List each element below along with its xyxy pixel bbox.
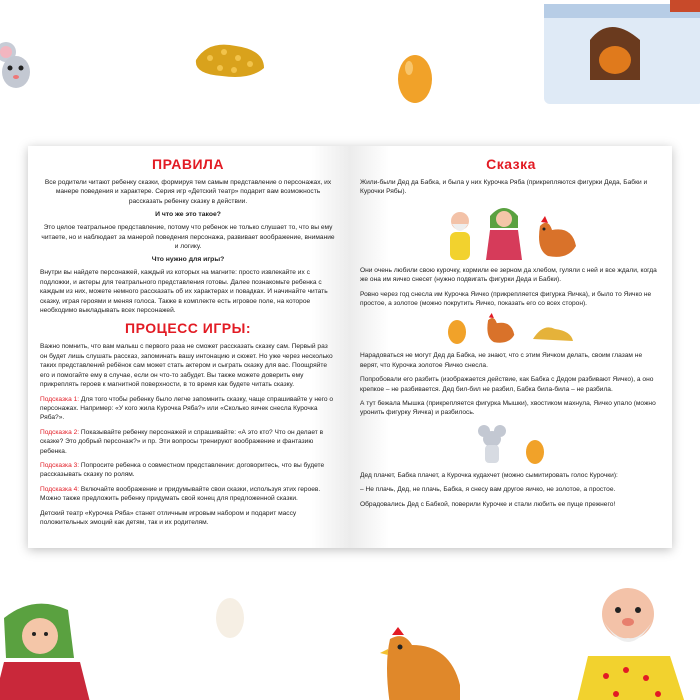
hint-label: Подсказка 4: — [40, 485, 80, 493]
figures-row-1 — [360, 202, 662, 260]
hint-text: Показывайте ребенку персонажей и спрашивайте: «А это кто? Что он делает в сказке? Это добрый персонаж?» и пр. Эти вопросы тренируют воображение и фантазию ребенка. — [40, 428, 324, 455]
hint-2 — [40, 428, 336, 456]
figures-row-2 — [360, 313, 662, 345]
grain-sticker — [180, 22, 280, 92]
answer-needed: Внутри вы найдете персонажей, каждый из которых на магните: просто извлекайте их с подложки, и актеры для театрального представления готовы. Далее познакомьте ребенка с каждым из них, можете немного рассказать об их характерах и повадках. И начинайте читать сказку, играя героями и меняя голоса. Также в комплекте есть игровое поле, на которое необходимо выкладывать всех персонажей. — [40, 269, 328, 315]
hint-label: Подсказка 1: — [40, 395, 80, 403]
hint-text: Для того чтобы ребенку было легче запомнить сказку, чаще спрашивайте у него о персонажах. Например: «У кого жила Курочка Ряба?» или «Сколько яичек снесла Курочка Ряба?». — [40, 395, 334, 422]
grain-figure — [531, 321, 575, 345]
tale-paragraph-4: Нарадоваться не могут Дед да Бабка, не знают, что с этим Яичком делать, своим глазам не верят, что Курочка золотое Яичко снесла. — [360, 352, 643, 369]
hint-label: Подсказка 2: — [40, 428, 80, 436]
egg-sticker-small — [206, 585, 254, 649]
grandma-figure — [484, 202, 524, 260]
figures-row-3 — [360, 423, 662, 465]
tale-paragraph-2: Они очень любили свою курочку, кормили ее зерном да хлебом, гуляли с ней и все ждали, когда же она им яичко снесет (нужно подвигать фигурки Деда и Бабки). — [360, 266, 657, 284]
tale-paragraph-6: А тут бежала Мышка (прикрепляется фигурка Мышки), хвостиком махнула, Яичко упало (можно уронить фигурку Яичка) и разбилось. — [360, 400, 656, 417]
answer-what: Это целое театральное представление, потому что ребенок не только слушает то, что вы ему читаете, но и наблюдает за манерой поведения персонажа, развивает воображение, внимание и логику. — [41, 224, 335, 251]
egg-sticker — [388, 40, 442, 114]
mouse-figure — [477, 423, 507, 465]
hint-3 — [40, 461, 336, 480]
tale-paragraph-8: – Не плачь, Дед, не плачь, Бабка, я снесу вам другое яичко, не золотое, а простое. — [360, 486, 616, 494]
grandpa-figure — [444, 208, 476, 260]
golden-egg-figure — [447, 319, 467, 345]
hint-label: Подсказка 3: — [40, 461, 80, 469]
hint-1 — [40, 395, 336, 423]
rules-title: ПРАВИЛА — [152, 156, 224, 172]
process-title: ПРОЦЕСС ИГРЫ: — [125, 320, 251, 337]
hen-sticker — [360, 615, 470, 700]
rules-intro: Все родители читают ребенку сказки, формируя тем самым представление о персонажах, их манере поведения и характере. Серия игр «Детский театр» подарит вам возможность рассказать ребенку сказку в действии. — [44, 179, 332, 205]
tale-paragraph-7: Дед плачет, Бабка плачет, а Курочка кудахчет (можно сымитировать голос Курочки): — [360, 471, 618, 479]
tale-paragraph-5: Попробовали его разбить (изображается действие, как Бабка с Дедом разбивают Яичко), а оно крепкое – не разбивается. Дед бил-бил не разбил, Бабка била-била – не разбила. — [360, 376, 654, 393]
hen-figure — [532, 216, 578, 260]
outro-text: Детский театр «Курочка Ряба» станет отличным игровым набором и подарит массу положительных эмоций как детям, так и их родителям. — [40, 509, 297, 526]
tale-paragraph-3: Ровно через год снесла им Курочка Яичко (прикрепляется фигурка Яичка), и было то Яичко не простое, а золотое (можно покрутить Яичко, показать его со всех сторон). — [360, 290, 652, 308]
tale-paragraph-9: Обрадовались Дед с Бабкой, поверили Курочке и стали любить ее пуще прежнего! — [360, 500, 616, 508]
question-needed: Что нужно для игры? — [151, 256, 225, 264]
right-page — [350, 146, 672, 548]
hint-text: Включайте воображение и придумывайте свои сказки, используя этих героев. Можно также предложить ребенку придумать свой конец для предложенной сказки. — [40, 485, 321, 503]
question-what: И что же это такое? — [155, 211, 221, 219]
booklet — [28, 146, 672, 548]
egg-figure — [525, 439, 545, 465]
grandma-sticker — [0, 588, 104, 700]
grandpa-sticker — [566, 566, 696, 700]
tale-title: Сказка — [486, 156, 536, 172]
hint-text: Попросите ребенка о совместном представлении: договоритесь, что вы будете рассказывать сказку по ролям. — [40, 461, 325, 479]
stove-sticker — [520, 0, 700, 120]
tale-paragraph-1: Жили-были Дед да Бабка, и была у них Курочка Ряба (прикрепляются фигурки Деда, Бабки и Курочки Рябы). — [360, 179, 648, 196]
hint-4 — [40, 485, 336, 504]
hen-figure — [479, 313, 519, 345]
process-text: Важно помнить, что вам малыш с первого раза не сможет рассказать сказку сам. Первый раз он будет лишь слушать рассказ, запоминать вашу интонацию и сюжет. Но уже через несколько таких представлений ребёнок сам может стать актером и сыграть сказку для вас. Поощряйте его и помогайте ему в случае, если он что-то забудет. Вы также можете доверить ему прикреплять героев к магнитной поверхности, в то время как будете читать сказку. — [40, 343, 333, 389]
left-page — [28, 146, 350, 548]
mouse-sticker — [0, 30, 52, 110]
